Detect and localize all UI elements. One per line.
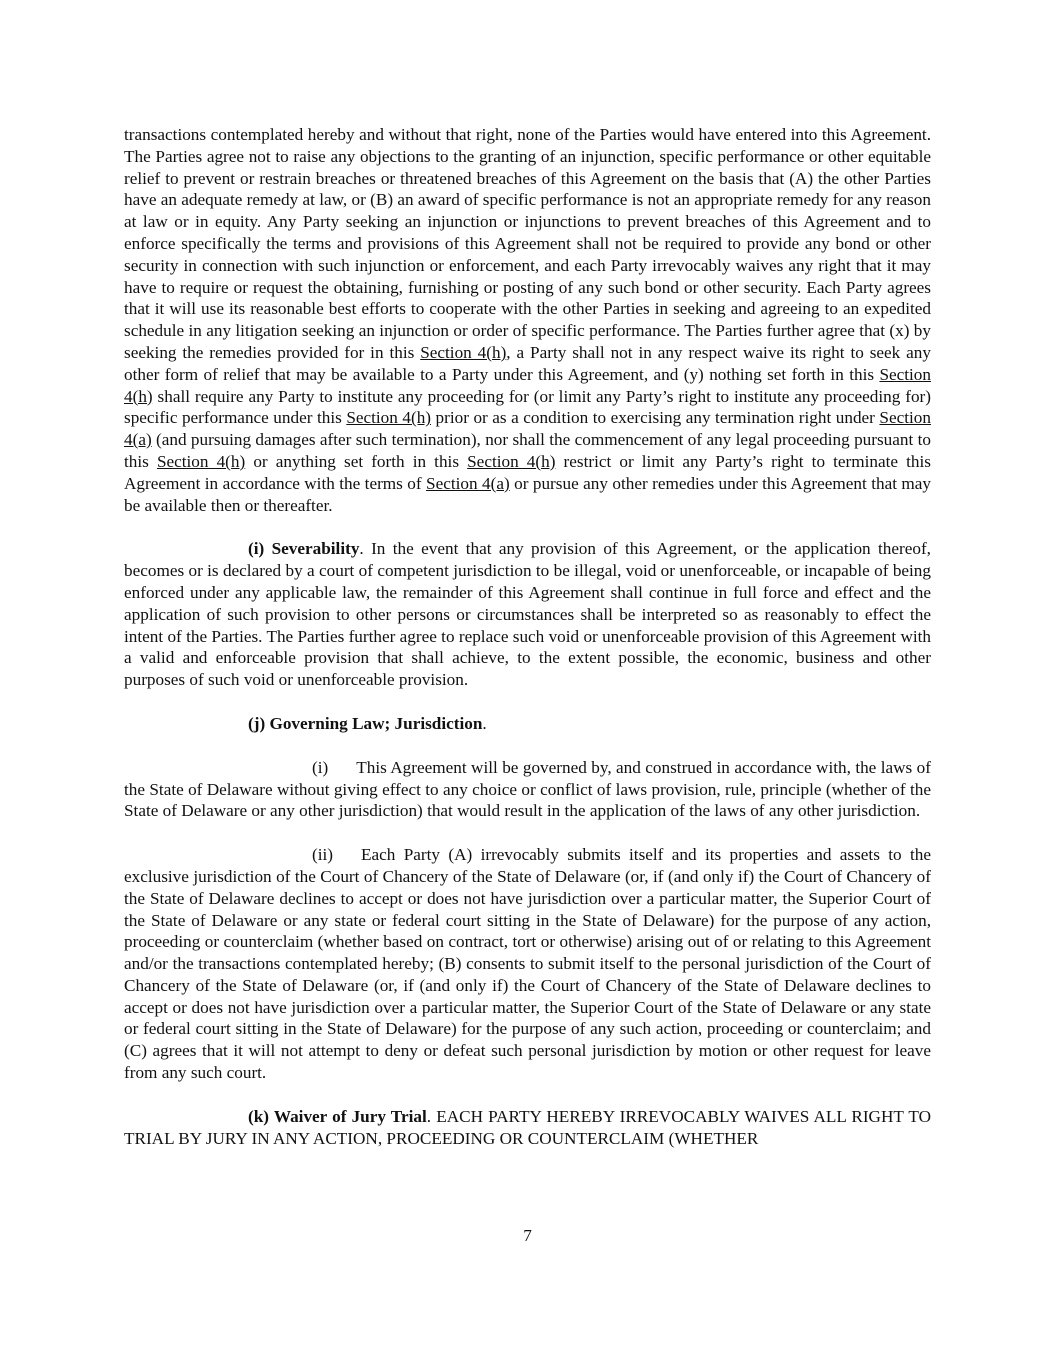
section-heading: (i) Severability — [248, 539, 360, 559]
section-reference: Section 4(a) — [426, 473, 510, 493]
section-heading-tail: . — [482, 713, 487, 733]
subsection-label: (i) — [312, 757, 329, 777]
section-severability — [124, 538, 931, 691]
section-heading: (j) Governing Law; Jurisdiction — [248, 713, 483, 733]
section-body: . EACH PARTY HEREBY IRREVOCABLY WAIVES ALL RIGHT TO TRIAL BY JURY IN ANY ACTION, PROCEEDING OR COUNTERCLAIM (WHETHER — [124, 1106, 931, 1148]
subsection-governing-law-ii — [124, 844, 931, 1084]
paragraph-text: prior or as a condition to exercising any termination right under — [431, 408, 880, 428]
section-reference: Section 4(h) — [467, 451, 556, 471]
page-number: 7 — [523, 1226, 532, 1245]
section-reference: Section 4(h) — [156, 451, 246, 471]
paragraph-text: transactions contemplated hereby and without that right, none of the Parties would have entered into this Agreement. The Parties agree not to raise any objections to the granting of an injunction, specific performance or other equitable relief to prevent or restrain breaches or threatened breaches of this Agreement on the basis that (A) the other Parties have an adequate remedy at law, or (B) an award of specific performance is not an appropriate remedy for any reason at law or in equity. Any Party seeking an injunction or injunctions to prevent breaches of this Agreement and to enforce specifically the terms and provisions of this Agreement shall not be required to provide any bond or other security in connection with such injunction or enforcement, and each Party irrevocably waives any right that it may have to require or request the obtaining, furnishing or posting of any such bond or other security. Each Party agrees that it will use its reasonable best efforts to cooperate with the other Parties in seeking and agreeing to an expedited schedule in any litigation seeking an injunction or order of specific performance. The Parties further agree that (x) by seeking the remedies provided for in this — [124, 125, 931, 362]
section-governing-law — [124, 713, 931, 735]
document-page — [124, 124, 931, 1171]
section-jury-waiver — [124, 1106, 931, 1150]
paragraph-text: restrict or limit any Party’s right to terminate this Agreement in accordance with the terms of — [124, 451, 931, 493]
paragraph-text: shall require any Party to institute any proceeding for (or limit any Party’s right to institute any proceeding for) specific performance under this — [124, 386, 931, 428]
paragraph-text: or anything set forth in this — [245, 451, 468, 471]
subsection-governing-law-i — [124, 757, 931, 822]
section-heading: (k) Waiver of Jury Trial — [248, 1106, 427, 1126]
section-reference: Section 4(h) — [420, 342, 507, 362]
section-reference: Section 4(h) — [346, 408, 432, 428]
subsection-body: Each Party (A) irrevocably submits itself and its properties and assets to the exclusive jurisdiction of the Court of Chancery of the State of Delaware (or, if (and only if) the Court of Chancery of the State of Delaware declines to accept or does not have jurisdiction over a particular matter, the Superior Court of the State of Delaware or any state or federal court sitting in the State of Delaware) for the purpose of any action, proceeding or counterclaim (whether based on contract, tort or otherwise) arising out of or relating to this Agreement and/or the transactions contemplated hereby; (B) consents to submit itself to the personal jurisdiction of the Court of Chancery of the State of Delaware (or, if (and only if) the Court of Chancery of the State of Delaware declines to accept or does not have jurisdiction over a particular matter, the Superior Court of the State of Delaware or any state or federal court sitting in the State of Delaware) for the purpose of any such action, proceeding or counterclaim; and (C) agrees that it will not attempt to deny or defeat such personal jurisdiction by motion or other request for leave from any such court. — [124, 845, 931, 1083]
paragraph-text: , a Party shall not in any respect waive its right to seek any other form of relief that may be available to a Party under this Agreement, and (y) nothing set forth in this — [124, 342, 931, 384]
paragraph-text: (and pursuing damages after such termination), nor shall the commencement of any legal proceeding pursuant to this — [124, 430, 931, 471]
section-reference: Section 4(a) — [124, 408, 931, 450]
subsection-label: (ii) — [312, 845, 333, 865]
section-body: . In the event that any provision of this Agreement, or the application thereof, becomes or is declared by a court of competent jurisdiction to be illegal, void or unenforceable, or incapable of being enforced under any applicable law, the remainder of this Agreement shall continue in full force and effect and the application of such provision to other persons or circumstances shall be interpreted so as reasonably to effect the intent of the Parties. The Parties further agree to replace such void or unenforceable provision of this Agreement with a valid and enforceable provision that shall achieve, to the extent possible, the economic, business and other purposes of such void or unenforceable provision. — [124, 539, 931, 690]
paragraph-text: or pursue any other remedies under this Agreement that may be available then or thereafter. — [124, 473, 931, 515]
section-reference: Section 4(h) — [124, 364, 931, 406]
subsection-body: This Agreement will be governed by, and construed in accordance with, the laws of the State of Delaware without giving effect to any choice or conflict of laws provision, rule, principle (whether of the State of Delaware or any other jurisdiction) that would result in the application of the laws of any other jurisdiction. — [124, 757, 931, 821]
paragraph-specific-performance — [124, 124, 931, 516]
